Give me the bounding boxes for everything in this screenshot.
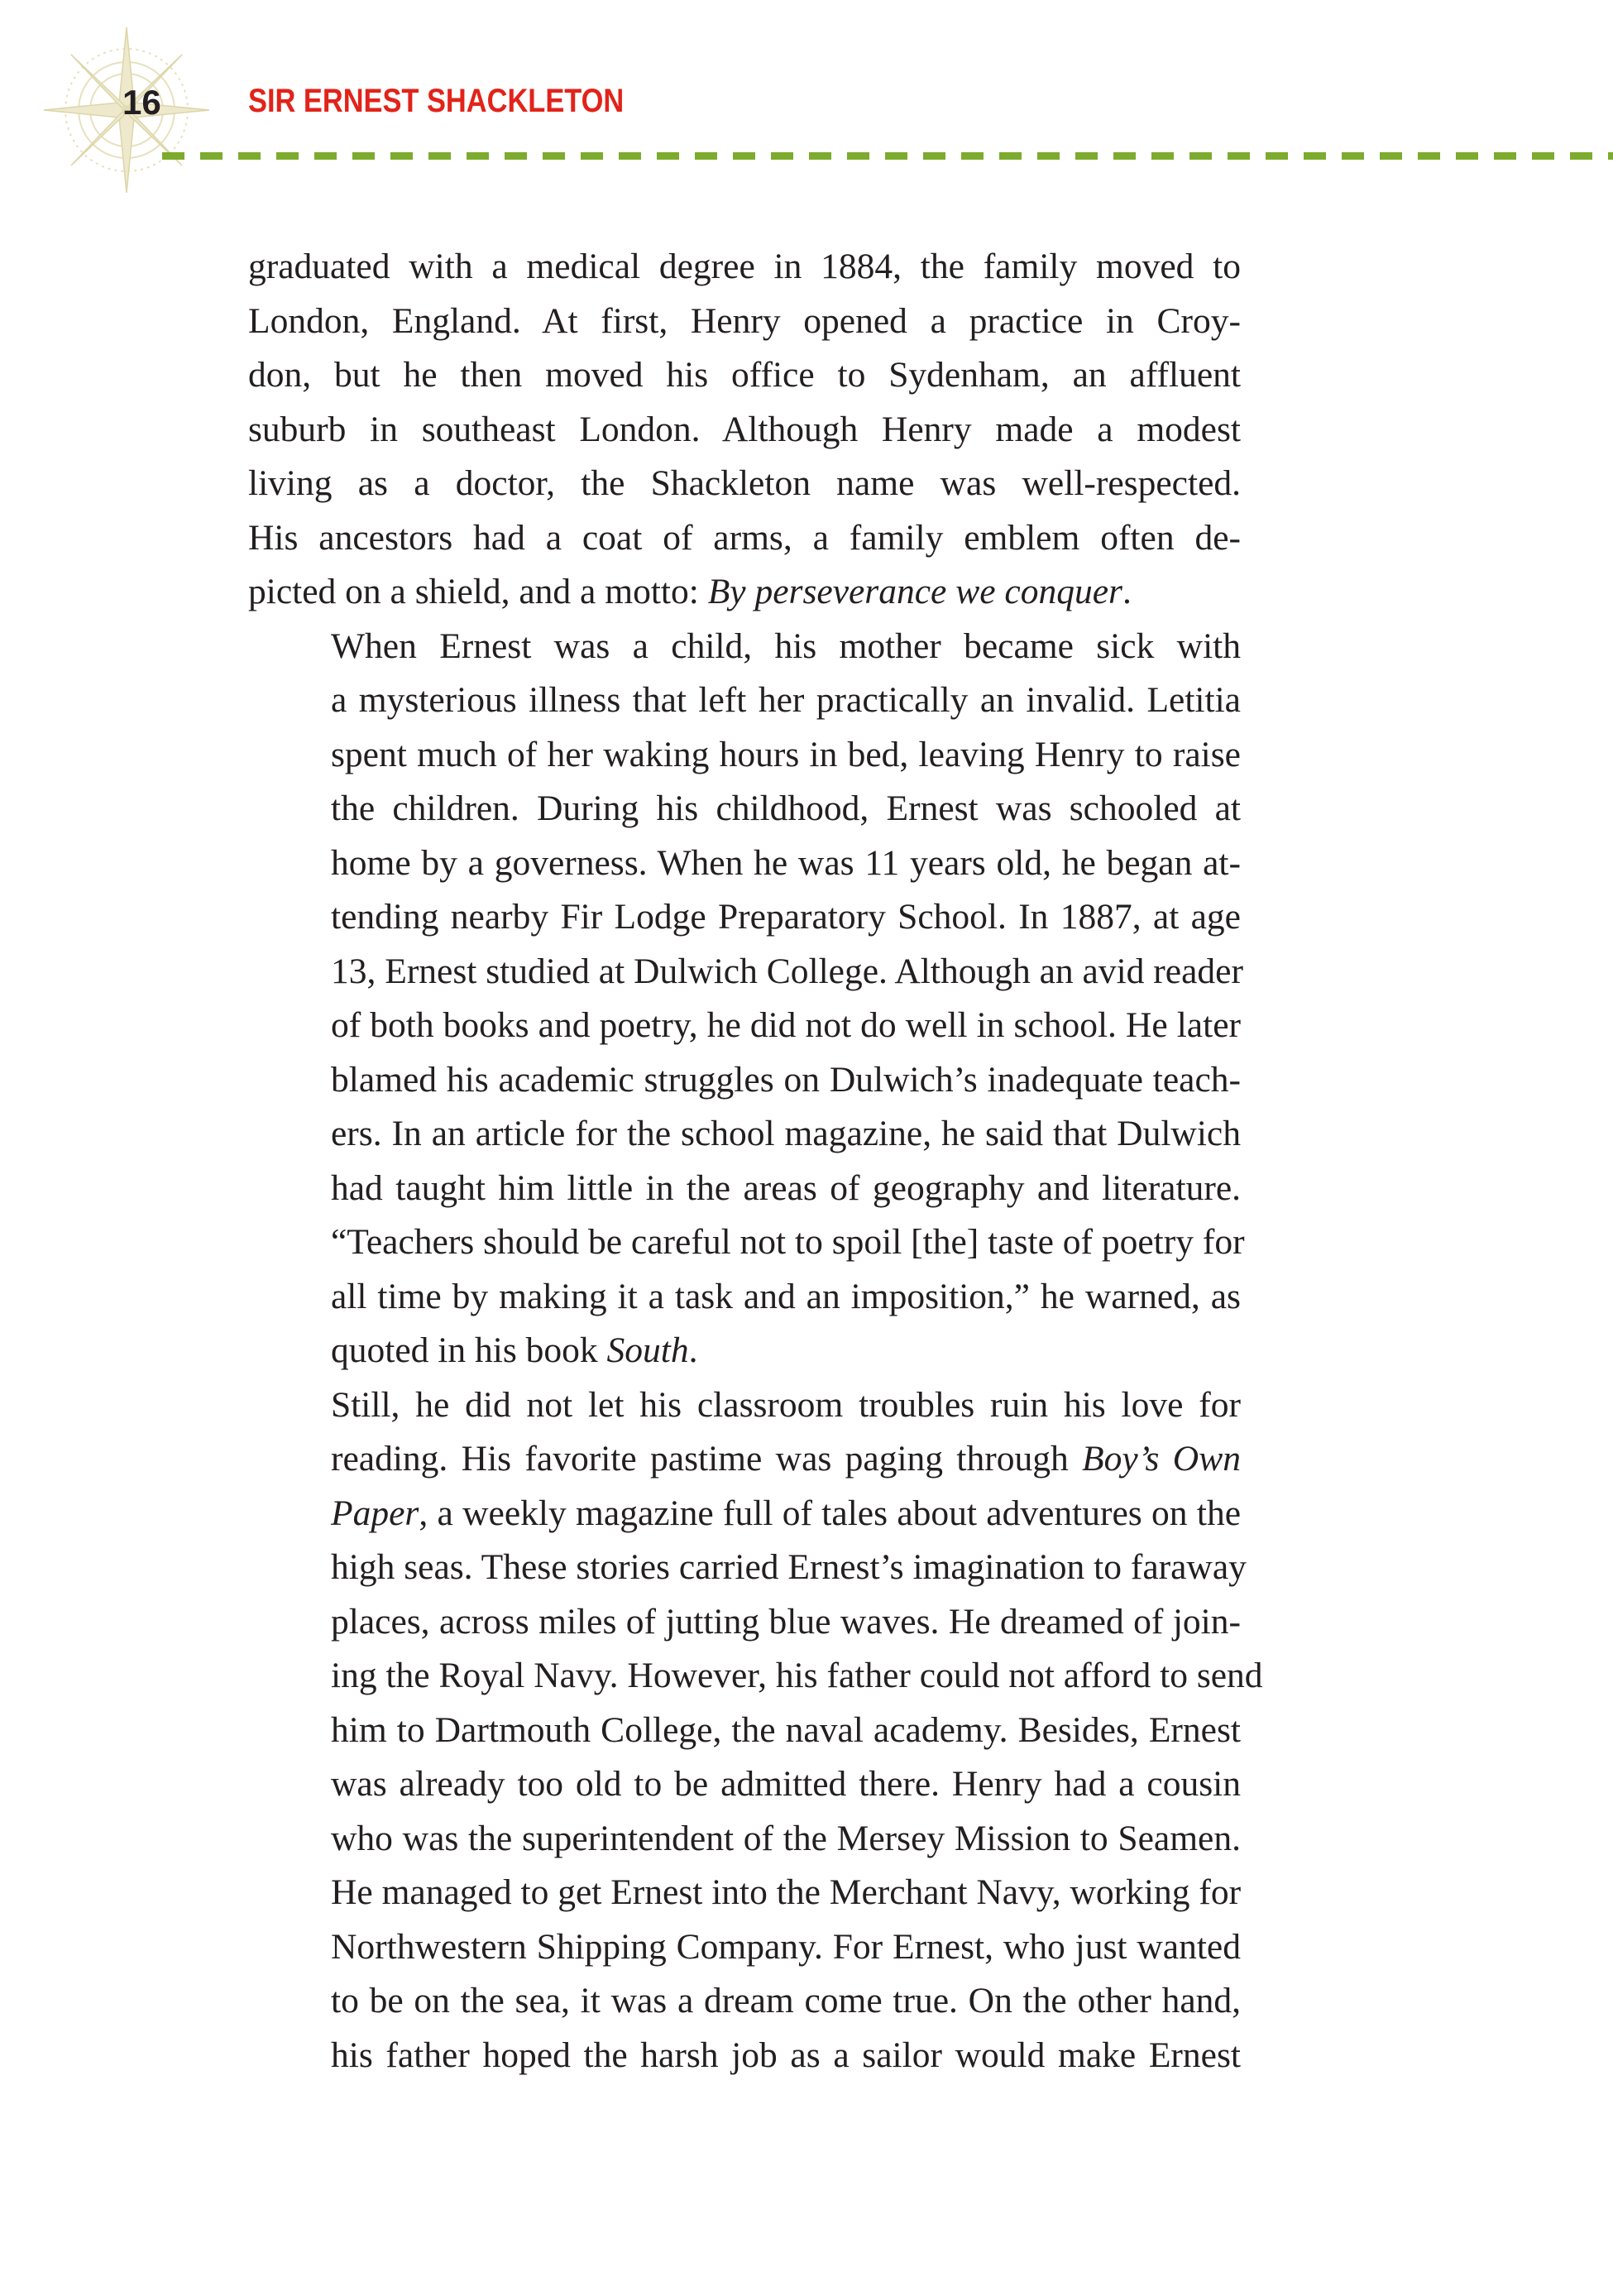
text-line xyxy=(248,1432,1241,1487)
book-title: South xyxy=(606,1330,689,1370)
text-line: 13, Ernest studied at Dulwich College. Although an avid reader xyxy=(331,951,1243,991)
text-line: home by a governess. When he was 11 years old, he began at- xyxy=(331,842,1241,883)
text-line: his father hoped the harsh job as a sailor would make Ernest xyxy=(331,2035,1241,2075)
text-line: When Ernest was a child, his mother became sick with xyxy=(331,626,1241,666)
text-line: London, England. At first, Henry opened a practice in Croy- xyxy=(248,300,1241,341)
text-line: suburb in southeast London. Although Henry made a modest xyxy=(248,409,1241,449)
magazine-title: Boy’s Own xyxy=(1082,1439,1241,1479)
text-fragment: quoted in his book xyxy=(331,1330,607,1370)
text-line xyxy=(248,565,1241,620)
text-line: him to Dartmouth College, the naval academy. Besides, Ernest xyxy=(331,1709,1241,1750)
text-line: blamed his academic struggles on Dulwich’s inadequate teach- xyxy=(331,1059,1241,1100)
text-line: His ancestors had a coat of arms, a family emblem often de- xyxy=(248,517,1241,558)
text-line: a mysterious illness that left her practically an invalid. Letitia xyxy=(331,680,1241,720)
text-line: the children. During his childhood, Ernest was schooled at xyxy=(331,789,1241,828)
text-line: had taught him little in the areas of geography and literature. xyxy=(331,1167,1241,1208)
text-fragment: , a weekly magazine full of tales about adventures on the xyxy=(419,1493,1241,1533)
magazine-title: Paper xyxy=(331,1493,419,1533)
text-line: Still, he did not let his classroom troubles ruin his love for xyxy=(331,1384,1241,1425)
paragraph-3 xyxy=(248,1378,1263,2083)
text-line xyxy=(248,1324,1241,1378)
family-motto: By perseverance we conquer xyxy=(707,572,1122,611)
text-line: He managed to get Ernest into the Merchant Navy, working for xyxy=(331,1872,1242,1912)
text-line: tending nearby Fir Lodge Preparatory School. In 1887, at age xyxy=(331,897,1241,937)
paragraph-2 xyxy=(248,620,1245,1378)
text-line: of both books and poetry, he did not do well in school. He later xyxy=(331,1005,1241,1045)
body-text xyxy=(248,240,1263,2083)
text-line: living as a doctor, the Shackleton name was well-respected. xyxy=(248,463,1241,503)
text-fragment: reading. His favorite pastime was paging through xyxy=(331,1439,1083,1479)
paragraph-1 xyxy=(248,240,1241,620)
text-line: all time by making it a task and an imposition,” he warned, as xyxy=(331,1276,1241,1316)
text-line: who was the superintendent of the Mersey Mission to Seamen. xyxy=(331,1818,1241,1858)
text-line: spent much of her waking hours in bed, leaving Henry to raise xyxy=(331,734,1241,774)
header-dashed-rule xyxy=(162,152,1613,160)
text-line: to be on the sea, it was a dream come true. On the other hand, xyxy=(331,1981,1241,2020)
text-line: places, across miles of jutting blue waves. He dreamed of join- xyxy=(331,1601,1241,1642)
text-line: was already too old to be admitted there. Henry had a cousin xyxy=(331,1764,1241,1804)
text-fragment: picted on a shield, and a motto: xyxy=(248,572,708,611)
text-line: “Teachers should be careful not to spoil [the] taste of poetry for xyxy=(331,1222,1245,1262)
text-line: high seas. These stories carried Ernest’s imagination to faraway xyxy=(331,1547,1247,1587)
text-line: don, but he then moved his office to Sydenham, an affluent xyxy=(248,355,1241,395)
text-fragment: . xyxy=(688,1330,698,1370)
text-fragment: . xyxy=(1122,572,1132,611)
text-line xyxy=(248,1487,1241,1541)
text-line: ers. In an article for the school magazine, he said that Dulwich xyxy=(331,1114,1241,1153)
text-line: graduated with a medical degree in 1884, the family moved to xyxy=(248,247,1241,286)
text-line: ing the Royal Navy. However, his father could not afford to send xyxy=(331,1656,1263,1695)
running-title: SIR ERNEST SHACKLETON xyxy=(248,83,625,119)
text-line: Northwestern Shipping Company. For Ernest, who just wanted xyxy=(331,1926,1241,1967)
page-number: 16 xyxy=(122,83,161,122)
